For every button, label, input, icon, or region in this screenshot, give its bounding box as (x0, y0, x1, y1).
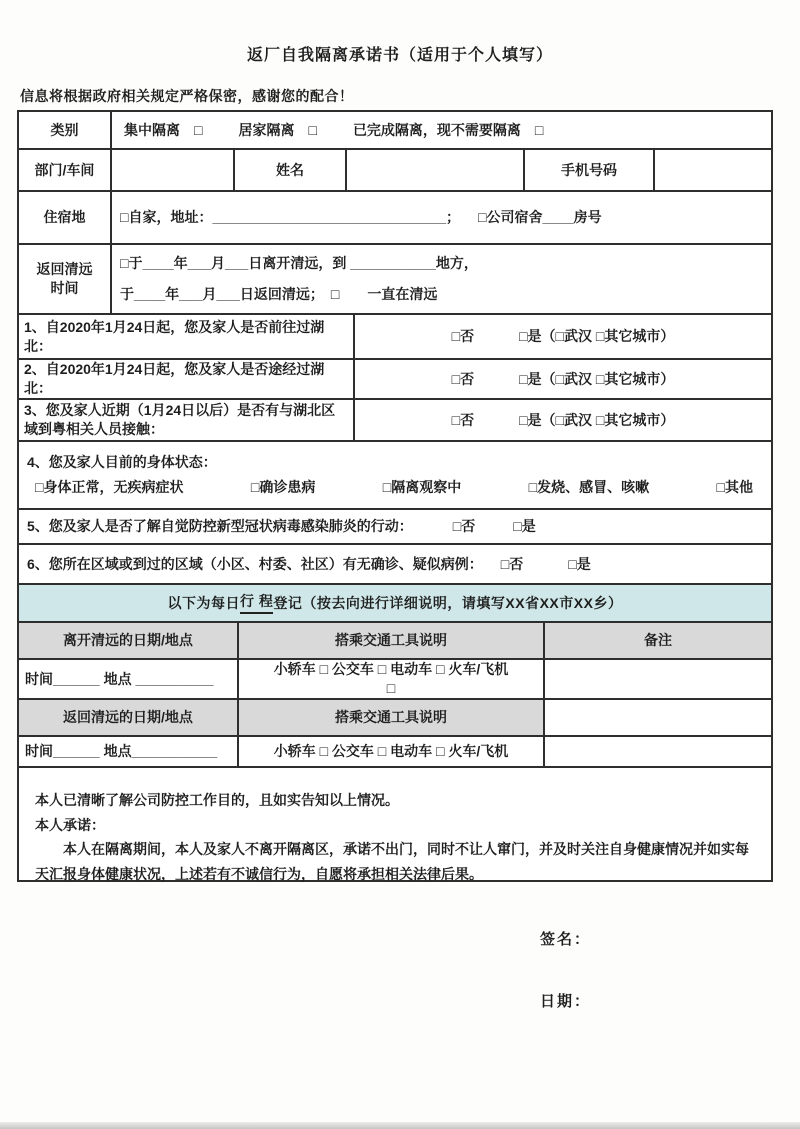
commitment-line-1: 本人已清晰了解公司防控工作目的，且如实告知以上情况。 (35, 792, 399, 808)
question-6-yes-option[interactable]: □是 (568, 555, 591, 572)
row-question-3 (19, 400, 771, 442)
row-residence (19, 192, 771, 245)
return-header-transport: 搭乘交通工具说明 (239, 700, 545, 735)
question-2-text: 2、自2020年1月24日起，您及家人是否途经过湖北： (19, 360, 355, 398)
name-input-cell[interactable] (347, 150, 525, 190)
question-5-yes-option[interactable]: □是 (513, 518, 536, 535)
question-3-yes-option[interactable]: □是（□武汉 □其它城市） (519, 411, 675, 428)
trip-banner-prefix: 以下为每日 (167, 594, 241, 611)
question-6-cell (19, 545, 771, 583)
category-options-cell (112, 112, 771, 148)
commitment-line-3: 本人在隔离期间，本人及家人不离开隔离区，承诺不出门，同时不让人窜门，并及时关注自身健康情况并如实每天汇报身体健康状况，上述若有不诚信行为，自愿将承担相关法律后果。 (35, 841, 749, 882)
question-4-options (27, 478, 763, 497)
row-question-2 (19, 360, 771, 400)
row-return-data (19, 737, 771, 768)
return-transport-cell (239, 737, 545, 766)
depart-transport-options[interactable]: 小轿车 □ 公交车 □ 电动车 □ 火车/飞机 (273, 661, 509, 678)
question-3-no-option[interactable]: □否 (451, 411, 475, 428)
return-time-cell (112, 245, 771, 313)
page-title: 返厂自我隔离承诺书（适用于个人填写） (246, 47, 553, 64)
depart-header-date: 离开清远的日期/地点 (19, 623, 239, 658)
depart-transport-train-checkbox[interactable]: □ (386, 680, 396, 696)
category-option-home[interactable]: 居家隔离 □ (238, 121, 317, 138)
category-label: 类别 (19, 112, 112, 148)
question-1-text: 1、自2020年1月24日起，您及家人是否前往过湖北： (19, 315, 355, 358)
return-time-line1[interactable]: □于____年___月___日离开清远，到 ___________地方， (120, 255, 478, 272)
row-commitment (19, 768, 771, 880)
residence-dorm-option[interactable]: □公司宿舍____房号 (478, 209, 602, 226)
trip-banner-underlined: 行 程 (240, 592, 273, 614)
health-option-confirmed[interactable]: □确诊患病 (250, 479, 316, 496)
question-3-answer-cell (355, 400, 771, 440)
question-1-no-option[interactable]: □否 (451, 328, 475, 345)
commitment-text (19, 768, 771, 880)
row-trip-banner (19, 585, 771, 623)
depart-header-transport: 搭乘交通工具说明 (239, 623, 545, 658)
question-5-no-option[interactable]: □否 (452, 518, 476, 535)
health-option-normal[interactable]: □身体正常，无疾病症状 (35, 479, 184, 496)
privacy-notice: 信息将根据政府相关规定严格保密，感谢您的配合！ (20, 88, 354, 104)
signature-label: 签名： (540, 931, 592, 948)
category-option-completed[interactable]: 已完成隔离，现不需要隔离 □ (352, 121, 544, 138)
row-question-5 (19, 510, 771, 545)
return-time-label: 返回清远时间 (19, 245, 112, 313)
row-category (19, 112, 771, 150)
health-option-quarantine-observation[interactable]: □隔离观察中 (382, 479, 462, 496)
row-return-time (19, 245, 771, 315)
date-label: 日期： (540, 993, 592, 1010)
question-2-no-option[interactable]: □否 (451, 370, 475, 387)
return-remark-cell[interactable] (545, 737, 771, 766)
question-1-answer-cell (355, 315, 771, 358)
question-2-yes-option[interactable]: □是（□武汉 □其它城市） (519, 370, 675, 387)
return-header-date: 返回清远的日期/地点 (19, 700, 239, 735)
dept-input-cell[interactable] (112, 150, 235, 190)
trip-banner-suffix: 登记（按去向进行详细说明，请填写XX省XX市XX乡） (273, 594, 623, 611)
depart-transport-cell (239, 660, 545, 698)
row-identity (19, 150, 771, 192)
trip-log-banner (19, 585, 771, 621)
question-6-text: 6、您所在区域或到过的区域（小区、村委、社区）有无确诊、疑似病例： (27, 555, 483, 572)
residence-label: 住宿地 (19, 192, 112, 243)
question-2-answer-cell (355, 360, 771, 398)
question-5-cell (19, 510, 771, 543)
row-question-1 (19, 315, 771, 360)
page-bottom-edge (0, 1122, 800, 1129)
depart-datetime-cell[interactable]: 时间______ 地点 __________ (19, 660, 239, 698)
question-3-text: 3、您及家人近期（1月24日以后）是否有与湖北区域到粤相关人员接触： (19, 400, 355, 440)
question-5-text: 5、您及家人是否了解自觉防控新型冠状病毒感染肺炎的行动： (27, 518, 413, 535)
health-option-other[interactable]: □其他 (716, 479, 753, 496)
row-depart-data (19, 660, 771, 700)
return-transport-options[interactable]: 小轿车 □ 公交车 □ 电动车 □ 火车/飞机 (273, 743, 509, 760)
health-option-fever-cold-cough[interactable]: □发烧、感冒、咳嗽 (528, 479, 650, 496)
quarantine-form-table (17, 110, 773, 882)
name-label: 姓名 (235, 150, 347, 190)
row-depart-header (19, 623, 771, 660)
residence-options-cell (112, 192, 771, 243)
question-4-cell (19, 442, 771, 508)
phone-label: 手机号码 (525, 150, 655, 190)
return-header-blank-cell (545, 700, 771, 735)
question-1-yes-option[interactable]: □是（□武汉 □其它城市） (519, 328, 675, 345)
phone-input-cell[interactable] (655, 150, 771, 190)
commitment-line-2: 本人承诺： (35, 816, 105, 833)
row-return-header (19, 700, 771, 737)
row-question-4 (19, 442, 771, 510)
question-6-no-option[interactable]: □否 (500, 555, 524, 572)
category-option-centralized[interactable]: 集中隔离 □ (124, 121, 203, 138)
return-datetime-cell[interactable]: 时间______ 地点___________ (19, 737, 239, 766)
depart-remark-cell[interactable] (545, 660, 771, 698)
question-4-text: 4、您及家人目前的身体状态： (27, 453, 217, 470)
dept-label: 部门/车间 (19, 150, 112, 190)
depart-header-remark: 备注 (545, 623, 771, 658)
row-question-6 (19, 545, 771, 585)
return-time-line2[interactable]: 于____年___月___日返回清远； □ 一直在清远 (120, 286, 438, 302)
residence-home-option[interactable]: □自家，地址：______________________________； (120, 209, 461, 226)
